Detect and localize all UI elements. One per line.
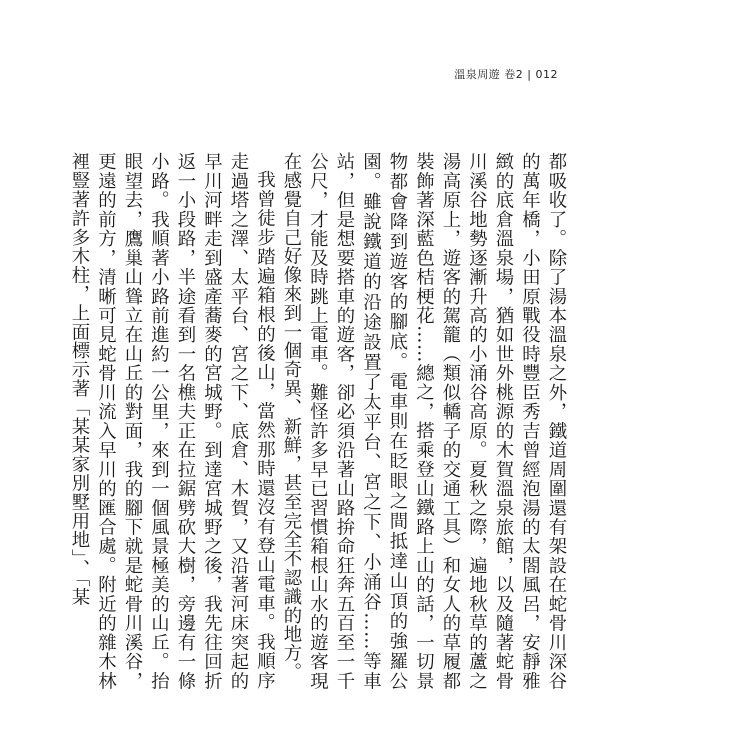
running-header <box>454 66 558 82</box>
body-text <box>66 152 570 690</box>
paragraph-continued: 都吸收了。除了湯本溫泉之外，鐵道周圍還有架設在蛇骨川深谷的萬年橋，小田原戰役時豐臣秀吉曾經泡湯的太閤風呂，安靜雅緻的底倉溫泉場，猶如世外桃源的木賀溫泉旅館，以及隨著蛇骨川溪谷地勢逐漸升高的小涌谷高原。夏秋之際，遍地秋草的蘆之湯高原上，遊客的駕籠（類似轎子的交通工具）和女人的草履都裝飾著深藍色桔梗花……總之，搭乘登山鐵路上山的話，一切景物都會降到遊客的腳底。電車則在眨眼之間抵達山頂的強羅公園。雖說鐵道的沿途設置了太平台、宮之下、小涌谷……等車站，但是想要搭車的遊客，卻必須沿著山路拚命狂奔五百至一千公尺，才能及時跳上電車。難怪許多早已習慣箱根山水的遊客現在感覺自己好像來到一個奇異、新鮮，甚至完全不認識的地方。 <box>281 152 567 690</box>
page-number: 012 <box>535 68 558 81</box>
book-title: 溫泉周遊 卷2 <box>454 68 524 81</box>
paragraph: 我曾徒步踏遍箱根的後山，當然那時還沒有登山電車。我順序走過塔之澤、太平台、宮之下、底倉、木賀，又沿著河床突起的早川河畔走到盛產蕎麥的宮城野。到達宮城野之後，我先往回折返一小段路，半途看到一名樵夫正在拉鋸劈砍大樹，旁邊有一條小路。我順著小路前進約一公里，來到一個風景極美的山丘。抬眼望去，鷹巢山聳立在山丘的對面，我的腳下就是蛇骨川溪谷，更遠的前方，清晰可見蛇骨川流入早川的匯合處。附近的雜木林裡豎著許多木柱，上面標示著「某某家別墅用地」、「某 <box>69 152 276 690</box>
header-separator: | <box>527 68 532 81</box>
